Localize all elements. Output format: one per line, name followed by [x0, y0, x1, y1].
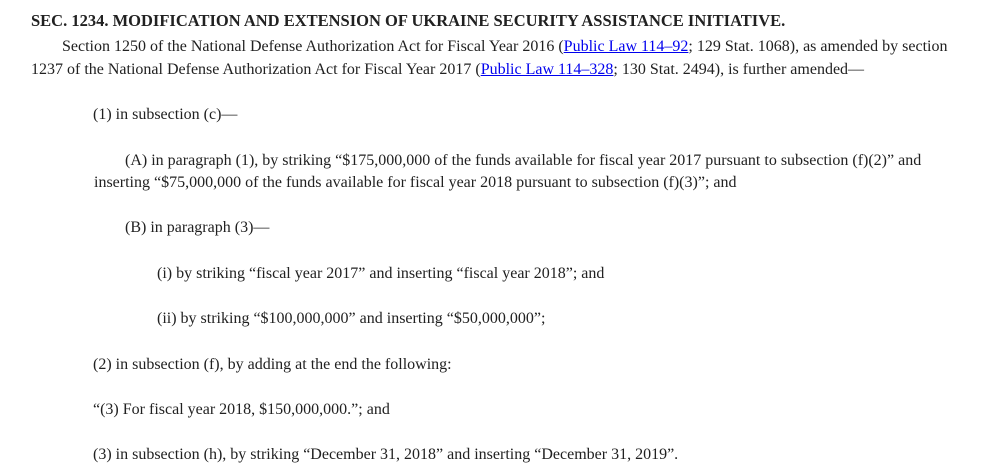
- clause-1A: (A) in paragraph (1), by striking “$175,000,000 of the funds available for fiscal year 2017 pursuant to subsection (f)(2)” and inserting “$75,000,000 of the funds available for fiscal year 2018 pursuant to subsection (f)(3)”; and: [94, 151, 922, 192]
- clause-1: (1) in subsection (c)—: [93, 106, 238, 124]
- clause-1B-ii: (ii) by striking “$100,000,000” and inserting “$50,000,000”;: [157, 310, 546, 328]
- intro-text-part3: ; 130 Stat. 2494), is further amended—: [613, 60, 865, 78]
- intro-text-part2: ; 129 Stat. 1068), as amended by section 1237 of the National Defense Authorization Act for Fiscal Year 2017 (: [31, 38, 948, 78]
- clause-2: (2) in subsection (f), by adding at the end the following:: [93, 355, 452, 373]
- public-law-114-92-link[interactable]: Public Law 114–92: [563, 38, 689, 56]
- quoted-paragraph-3: “(3) For fiscal year 2018, $150,000,000.”; and: [93, 401, 390, 419]
- clause-1B: (B) in paragraph (3)—: [125, 219, 270, 237]
- intro-text-part1: Section 1250 of the National Defense Authorization Act for Fiscal Year 2016 (: [62, 38, 564, 56]
- clause-3: (3) in subsection (h), by striking “December 31, 2018” and inserting “December 31, 2019”.: [93, 446, 679, 464]
- intro-paragraph: [31, 36, 951, 81]
- section-heading: SEC. 1234. MODIFICATION AND EXTENSION OF UKRAINE SECURITY ASSISTANCE INITIATIVE.: [31, 11, 786, 30]
- clause-1B-i: (i) by striking “fiscal year 2017” and inserting “fiscal year 2018”; and: [157, 264, 605, 282]
- public-law-114-328-link[interactable]: Public Law 114–328: [480, 60, 614, 78]
